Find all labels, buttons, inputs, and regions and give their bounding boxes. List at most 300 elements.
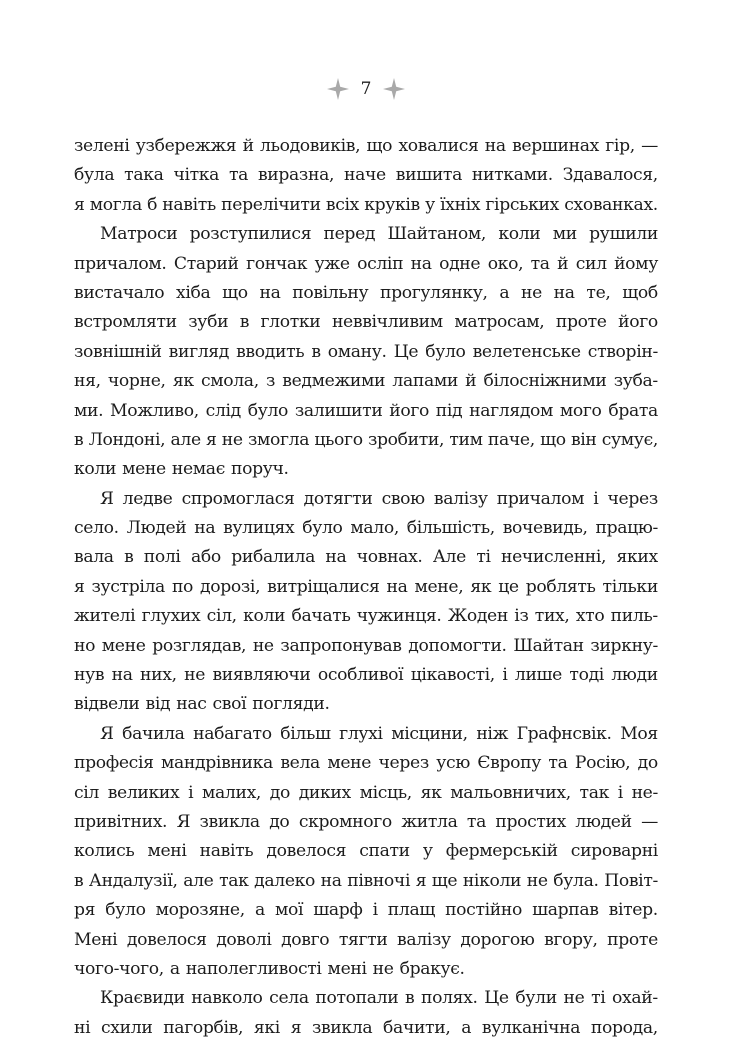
word: тоді <box>569 665 604 686</box>
word: ведмежими <box>282 371 386 392</box>
word: вершинах <box>512 136 599 156</box>
word: Я <box>100 488 114 509</box>
word: зелені <box>74 136 130 156</box>
word: них, <box>140 665 177 686</box>
word: тільки <box>602 576 658 597</box>
text-line <box>74 426 658 455</box>
word: як <box>470 576 492 597</box>
word: фермерській <box>445 841 558 862</box>
word: прогулянку, <box>380 282 488 303</box>
word: встромляти <box>74 312 177 333</box>
word: виразна, <box>257 165 335 186</box>
word: до <box>269 811 290 832</box>
text-line <box>74 779 658 808</box>
word: яких <box>616 547 658 568</box>
word: залишити <box>294 400 383 421</box>
word: не <box>563 988 585 1009</box>
word: коли <box>243 606 286 627</box>
word: лише <box>514 665 562 686</box>
word: слід <box>205 400 241 421</box>
word: розглядав, <box>152 635 247 656</box>
word: у <box>422 841 433 862</box>
word: які <box>253 1017 280 1038</box>
word: вочевидь, <box>502 518 588 539</box>
word: їхніх <box>440 194 481 215</box>
word: схованках. <box>564 194 658 215</box>
word: Шайтан <box>513 635 584 656</box>
paragraph <box>74 220 658 485</box>
word: доволі <box>216 929 272 950</box>
word: мене, <box>414 576 464 597</box>
word: полі <box>143 547 181 568</box>
word: глотки <box>260 312 321 333</box>
text-line <box>74 161 658 190</box>
word: могла <box>89 194 142 215</box>
word: чітка <box>173 165 220 186</box>
text-line <box>74 661 658 690</box>
word: мої <box>274 900 304 921</box>
paragraph <box>74 984 658 1043</box>
word: порода, <box>590 1017 658 1038</box>
word: та <box>530 253 550 274</box>
word: вулицях <box>223 518 295 539</box>
word: місцини, <box>391 723 468 744</box>
word: малих, <box>201 782 262 803</box>
word: постійно <box>445 900 522 921</box>
word: рибалила <box>231 547 315 568</box>
text-line <box>74 485 658 514</box>
word: Росію, <box>574 753 631 774</box>
word: ледве <box>122 488 173 509</box>
word: гір, <box>605 136 635 156</box>
word: бачити, <box>383 1017 451 1038</box>
word: ніколи <box>462 870 522 891</box>
word: човнах. <box>356 547 423 568</box>
word: далеко <box>254 870 316 891</box>
word: — <box>641 136 658 156</box>
word: валізу <box>397 929 451 950</box>
word: не <box>526 870 548 891</box>
word: проте <box>555 312 607 333</box>
word: створін- <box>587 341 658 362</box>
word: сіл <box>74 782 99 803</box>
word: довелося <box>126 929 207 950</box>
word: Я <box>176 811 191 832</box>
word: і <box>617 782 623 803</box>
text-line <box>74 632 658 661</box>
word: зуби <box>188 312 229 333</box>
word: білосніжними <box>483 371 607 392</box>
word: сумує, <box>601 429 658 450</box>
word: зовнішній <box>74 341 162 362</box>
word: смола, <box>200 371 259 392</box>
text-line <box>74 690 658 719</box>
word: мальовничих, <box>450 782 571 803</box>
word: проте <box>607 929 658 950</box>
text-line <box>74 455 658 484</box>
word: бачать <box>291 606 351 627</box>
word: як <box>172 371 194 392</box>
word: у <box>425 194 435 215</box>
word: бракує. <box>399 958 465 979</box>
word: Жоден <box>447 606 508 627</box>
text-line <box>74 867 658 896</box>
text-line <box>74 250 658 279</box>
word: щоб <box>622 282 658 303</box>
word: колись <box>74 841 135 862</box>
word: вгору, <box>544 929 598 950</box>
word: зуба- <box>613 371 658 392</box>
text-line <box>74 749 658 778</box>
word: села <box>269 988 309 1009</box>
word: звикла <box>199 811 260 832</box>
word: в <box>74 429 84 450</box>
word: а <box>499 282 510 303</box>
word: на <box>194 518 216 539</box>
word: в <box>405 988 415 1009</box>
word: і <box>188 782 194 803</box>
word: було <box>247 400 289 421</box>
word: і <box>593 488 599 509</box>
word: та <box>548 753 568 774</box>
word: як <box>420 782 442 803</box>
word: так <box>219 870 249 891</box>
word: Андалузії, <box>88 870 178 891</box>
word: я <box>290 1017 302 1038</box>
word: вела <box>280 753 320 774</box>
word: з <box>266 371 276 392</box>
word: така <box>124 165 164 186</box>
word: пагорбів, <box>163 1017 244 1038</box>
word: хто <box>575 606 605 627</box>
word: мене <box>327 753 372 774</box>
word: валізу <box>433 488 488 509</box>
word: тягти <box>338 929 388 950</box>
word: запропонував <box>280 635 402 656</box>
word: брата <box>608 400 658 421</box>
word: зробити, <box>367 429 445 450</box>
word: узбережжя <box>135 136 237 156</box>
text-line <box>74 543 658 572</box>
word: я <box>206 429 217 450</box>
text-line <box>74 837 658 866</box>
word: око, <box>487 253 524 274</box>
text-line <box>74 279 658 308</box>
word: чорне, <box>107 371 166 392</box>
word: простих <box>495 811 566 832</box>
word: на <box>111 665 133 686</box>
word: що <box>222 282 248 303</box>
word: сил <box>575 253 607 274</box>
word: до <box>637 753 658 774</box>
word: на <box>320 870 342 891</box>
word: нас <box>176 694 207 715</box>
word: не <box>372 958 394 979</box>
word: а <box>254 900 265 921</box>
word: на <box>410 253 432 274</box>
word: ховалися <box>398 136 479 156</box>
text-line <box>74 896 658 925</box>
word: дорогою <box>460 929 535 950</box>
word: в <box>239 312 250 333</box>
word: паче, <box>487 429 535 450</box>
word: свої <box>212 694 247 715</box>
word: зиркну- <box>590 635 658 656</box>
word: полях. <box>420 988 478 1009</box>
paragraph <box>74 485 658 720</box>
word: було <box>105 900 146 921</box>
word: витріщалися <box>267 576 380 597</box>
word: житла <box>401 811 458 832</box>
word: не <box>184 665 206 686</box>
word: його <box>389 400 429 421</box>
word: Лондоні, <box>88 429 166 450</box>
text-line <box>74 338 658 367</box>
word: особливої <box>317 665 404 686</box>
word: Здавалося, <box>562 165 658 186</box>
word: Повіт- <box>604 870 658 891</box>
word: привітних. <box>74 811 168 832</box>
word: набагато <box>193 723 272 744</box>
word: рушили <box>589 224 658 245</box>
word: охай- <box>612 988 658 1009</box>
word: наглядом <box>469 400 554 421</box>
body-text <box>74 132 658 1043</box>
word: — <box>641 811 658 832</box>
word: сироварні <box>570 841 658 862</box>
word: цікавості, <box>410 665 495 686</box>
word: глухих <box>141 606 201 627</box>
word: по <box>171 576 194 597</box>
word: мало, <box>350 518 399 539</box>
word: Можливо, <box>110 400 199 421</box>
word: вала <box>74 547 114 568</box>
word: відвели <box>74 694 140 715</box>
word: так <box>579 782 609 803</box>
word: професія <box>74 753 154 774</box>
word: причалом <box>496 488 585 509</box>
word: довго <box>281 929 330 950</box>
word: через <box>607 488 658 509</box>
word: вітер. <box>608 900 658 921</box>
word: ніж <box>476 723 509 744</box>
word: вулканічна <box>481 1017 581 1038</box>
word: в <box>124 547 134 568</box>
word: пиль- <box>610 606 658 627</box>
word: на <box>553 282 575 303</box>
word: була <box>74 165 115 186</box>
word: Мені <box>74 929 118 950</box>
word: людей <box>575 811 632 832</box>
word: Матроси <box>100 224 178 245</box>
word: скромного <box>298 811 392 832</box>
word: більш <box>280 723 331 744</box>
word: ми. <box>74 400 104 421</box>
word: погляди. <box>252 694 330 715</box>
word: Це <box>484 988 509 1009</box>
word: плащ <box>387 900 435 921</box>
word: село. <box>74 518 119 539</box>
paragraph <box>74 132 658 220</box>
word: я <box>74 576 85 597</box>
word: навіть <box>199 841 254 862</box>
word: ря <box>74 900 96 921</box>
word: Шайтаном, <box>387 224 487 245</box>
word: під <box>435 400 463 421</box>
word: Я <box>100 723 114 744</box>
word: що <box>540 429 566 450</box>
word: перелічити <box>221 194 321 215</box>
word: всіх <box>325 194 359 215</box>
word: із <box>514 606 529 627</box>
word: тих, <box>534 606 570 627</box>
word: лапами <box>392 371 458 392</box>
word: схили <box>101 1017 153 1038</box>
text-line <box>74 1014 658 1043</box>
word: немає <box>171 459 225 480</box>
word: або <box>190 547 221 568</box>
word: бачила <box>122 723 185 744</box>
word: на <box>484 136 506 156</box>
word: свою <box>381 488 425 509</box>
word: оману. <box>327 341 387 362</box>
word: це <box>498 576 519 597</box>
word: люди <box>611 665 658 686</box>
word: мені <box>327 958 367 979</box>
word: нитками. <box>471 165 553 186</box>
word: одне <box>439 253 481 274</box>
word: на <box>325 547 347 568</box>
word: повільну <box>292 282 369 303</box>
word: а <box>169 958 180 979</box>
page-header <box>0 78 732 100</box>
word: Це <box>393 341 419 362</box>
word: працю- <box>595 518 658 539</box>
word: до <box>269 782 290 803</box>
word: від <box>145 694 171 715</box>
word: й <box>242 136 254 156</box>
text-line <box>74 602 658 631</box>
word: ще <box>431 870 458 891</box>
four-pointed-star-icon <box>383 78 405 100</box>
page-number: 7 <box>360 79 372 99</box>
word: мені <box>147 841 187 862</box>
text-line <box>74 808 658 837</box>
word: дорозі, <box>200 576 261 597</box>
word: дотягти <box>303 488 373 509</box>
text-line <box>74 367 658 396</box>
word: уже <box>314 253 350 274</box>
text-line <box>74 573 658 602</box>
word: потопали <box>315 988 399 1009</box>
word: в <box>74 870 84 891</box>
word: мене <box>101 635 146 656</box>
word: причалом. <box>74 253 167 274</box>
word: та <box>228 165 249 186</box>
word: ті <box>591 988 606 1009</box>
word: нечисленні, <box>500 547 607 568</box>
word: розступилися <box>189 224 312 245</box>
word: чужинця. <box>356 606 442 627</box>
word: спати <box>359 841 410 862</box>
word: місць, <box>359 782 412 803</box>
word: Моя <box>620 723 658 744</box>
word: мандрівника <box>161 753 273 774</box>
word: та <box>466 811 486 832</box>
word: но <box>74 635 96 656</box>
word: я <box>415 870 427 891</box>
word: хіба <box>175 282 211 303</box>
word: більшість, <box>406 518 495 539</box>
word: Графнсвік. <box>516 723 612 744</box>
word: великих <box>107 782 180 803</box>
word: виявляючи <box>212 665 311 686</box>
word: диких <box>298 782 351 803</box>
word: його <box>618 312 658 333</box>
word: мого <box>559 400 602 421</box>
word: осліп <box>357 253 404 274</box>
text-line <box>74 955 658 984</box>
text-line <box>74 308 658 337</box>
word: Людей <box>126 518 187 539</box>
word: гончак <box>246 253 308 274</box>
word: коли <box>74 459 117 480</box>
word: Європу <box>477 753 541 774</box>
word: я <box>74 194 85 215</box>
word: вишита <box>395 165 462 186</box>
word: сіл, <box>206 606 237 627</box>
word: навколо <box>191 988 263 1009</box>
word: ні <box>74 1017 91 1038</box>
text-line <box>74 397 658 426</box>
word: неввічливим <box>331 312 443 333</box>
word: глухі <box>339 723 383 744</box>
word: Але <box>432 547 466 568</box>
word: Старий <box>173 253 239 274</box>
word: спромоглася <box>181 488 295 509</box>
word: морозяне, <box>155 900 245 921</box>
word: але <box>183 870 214 891</box>
word: Краєвиди <box>100 988 185 1009</box>
word: що <box>366 136 393 156</box>
word: і <box>372 900 378 921</box>
word: б <box>147 194 158 215</box>
text-line <box>74 926 658 955</box>
word: ті <box>476 547 491 568</box>
word: не <box>520 282 542 303</box>
word: нув <box>74 665 105 686</box>
text-line <box>74 191 658 220</box>
word: не <box>221 429 243 450</box>
text-line <box>74 984 658 1013</box>
word: через <box>378 753 429 774</box>
word: на <box>259 282 281 303</box>
word: велетенське <box>472 341 581 362</box>
text-line <box>74 220 658 249</box>
word: льодовиків, <box>260 136 361 156</box>
text-line <box>74 514 658 543</box>
word: тим <box>449 429 483 450</box>
word: а <box>461 1017 472 1038</box>
word: роблять <box>525 576 596 597</box>
word: було <box>425 341 466 362</box>
word: зустріла <box>91 576 165 597</box>
word: довелося <box>266 841 347 862</box>
four-pointed-star-icon <box>327 78 349 100</box>
word: перед <box>323 224 376 245</box>
word: круків <box>364 194 420 215</box>
word: гірських <box>485 194 559 215</box>
